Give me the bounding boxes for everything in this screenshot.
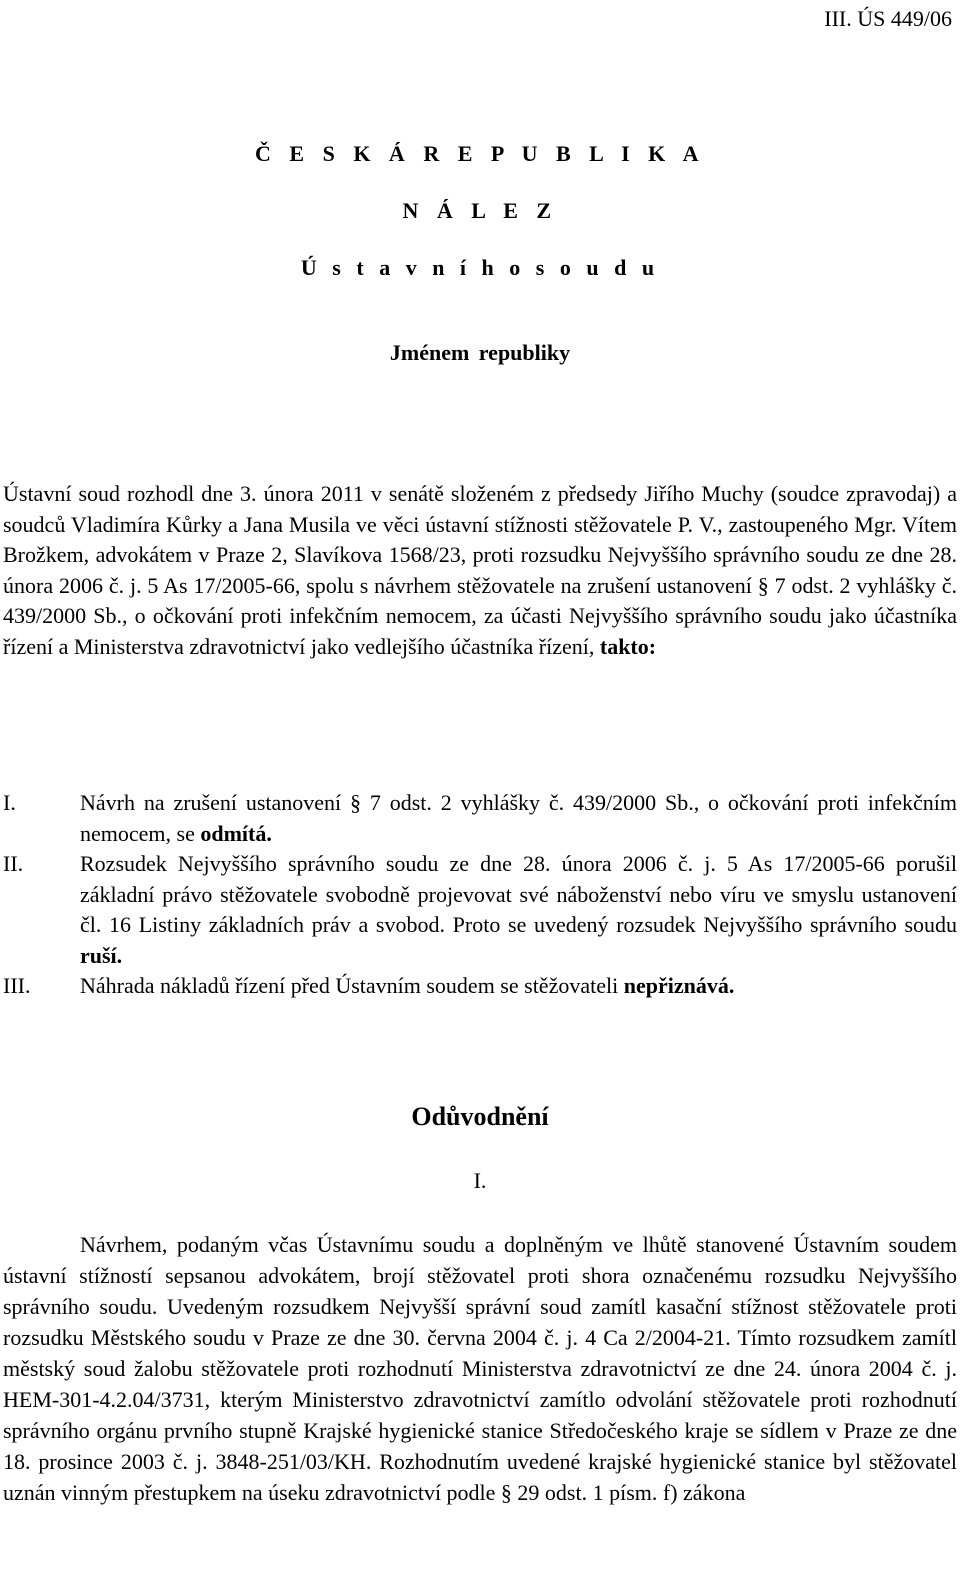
- intro-text: Ústavní soud rozhodl dne 3. února 2011 v senátě složeném z předsedy Jiřího Muchy (soudce zpravodaj) a soudců Vladimíra Kůrky a Jana Musila ve věci ústavní stížnosti stěžovatele P. V., zastoupeného Mgr. Vítem Brožkem, advokátem v Praze 2, Slavíkova 1568/23, proti rozsudku Nejvyššího správního soudu ze dne 28. února 2006 č. j. 5 As 17/2005-66, spolu s návrhem stěžovatele na zrušení ustanovení § 7 odst. 2 vyhlášky č. 439/2000 Sb., o očkování proti infekčním nemocem, za účasti Nejvyššího správního soudu jako účastníka řízení a Ministerstva zdravotnictví jako vedlejšího účastníka řízení,: [3, 481, 957, 659]
- verdict-item: [3, 849, 957, 971]
- verdict-body: Rozsudek Nejvyššího správního soudu ze dne 28. února 2006 č. j. 5 As 17/2005-66 porušil základní právo stěžovatele svobodně projevovat své náboženství nebo víru ve smyslu ustanovení čl. 16 Listiny základních práv a svobod. Proto se uvedený rozsudek Nejvyššího správního soudu: [80, 851, 957, 937]
- verdict-item: [3, 971, 957, 1002]
- verdict-text: [80, 849, 957, 971]
- section-number: I.: [473, 1168, 487, 1193]
- reasons-paragraph: [3, 1229, 957, 1508]
- document-reference: III. ÚS 449/06: [824, 6, 952, 31]
- intro-takto: takto:: [599, 633, 657, 659]
- court-heading: Ú s t a v n í h o s o u d u: [300, 255, 660, 280]
- verdict-text: [80, 971, 957, 1002]
- intro-paragraph: [3, 479, 957, 662]
- verdict-body: Návrh na zrušení ustanovení § 7 odst. 2 vyhlášky č. 439/2000 Sb., o očkování proti infekčním nemocem, se: [80, 790, 957, 846]
- ruling-heading: N Á L E Z: [402, 198, 558, 223]
- reasons-heading: Odůvodnění: [411, 1102, 549, 1131]
- verdict-item: [3, 788, 957, 849]
- in-the-name-heading: Jménem republiky: [389, 340, 571, 365]
- verdict-number: II.: [3, 851, 24, 876]
- verdict-list: [3, 788, 957, 1002]
- country-heading: Č E S K Á R E P U B L I K A: [255, 141, 705, 166]
- verdict-body: Náhrada nákladů řízení před Ústavním soudem se stěžovateli: [80, 973, 624, 998]
- verdict-number: I.: [3, 790, 16, 815]
- reasons-paragraph-text: Návrhem, podaným včas Ústavnímu soudu a doplněným ve lhůtě stanovené Ústavním soudem ústavní stížností sepsanou advokátem, brojí stěžovatel proti shora označenému rozsudku Nejvyššího správního soudu. Uvedeným rozsudkem Nejvyšší správní soud zamítl kasační stížnost stěžovatele proti rozsudku Městského soudu v Praze ze dne 30. června 2004 č. j. 4 Ca 2/2004-21. Tímto rozsudkem zamítl městský soud žalobu stěžovatele proti rozhodnutí Ministerstva zdravotnictví ze dne 24. února 2004 č. j. HEM-301-4.2.04/3731, kterým Ministerstvo zdravotnictví zamítlo odvolání stěžovatele proti rozhodnutí správního orgánu prvního stupně Krajské hygienické stanice Středočeského kraje se sídlem v Praze ze dne 18. prosince 2003 č. j. 3848-251/03/KH. Rozhodnutím uvedené krajské hygienické stanice byl stěžovatel uznán vinným přestupkem na úseku zdravotnictví podle § 29 odst. 1 písm. f) zákona: [3, 1232, 957, 1505]
- verdict-text: [80, 788, 957, 849]
- verdict-decision: ruší.: [80, 942, 123, 968]
- verdict-decision: odmítá.: [200, 820, 272, 846]
- verdict-decision: nepřiznává.: [623, 973, 735, 998]
- verdict-number: III.: [3, 973, 31, 998]
